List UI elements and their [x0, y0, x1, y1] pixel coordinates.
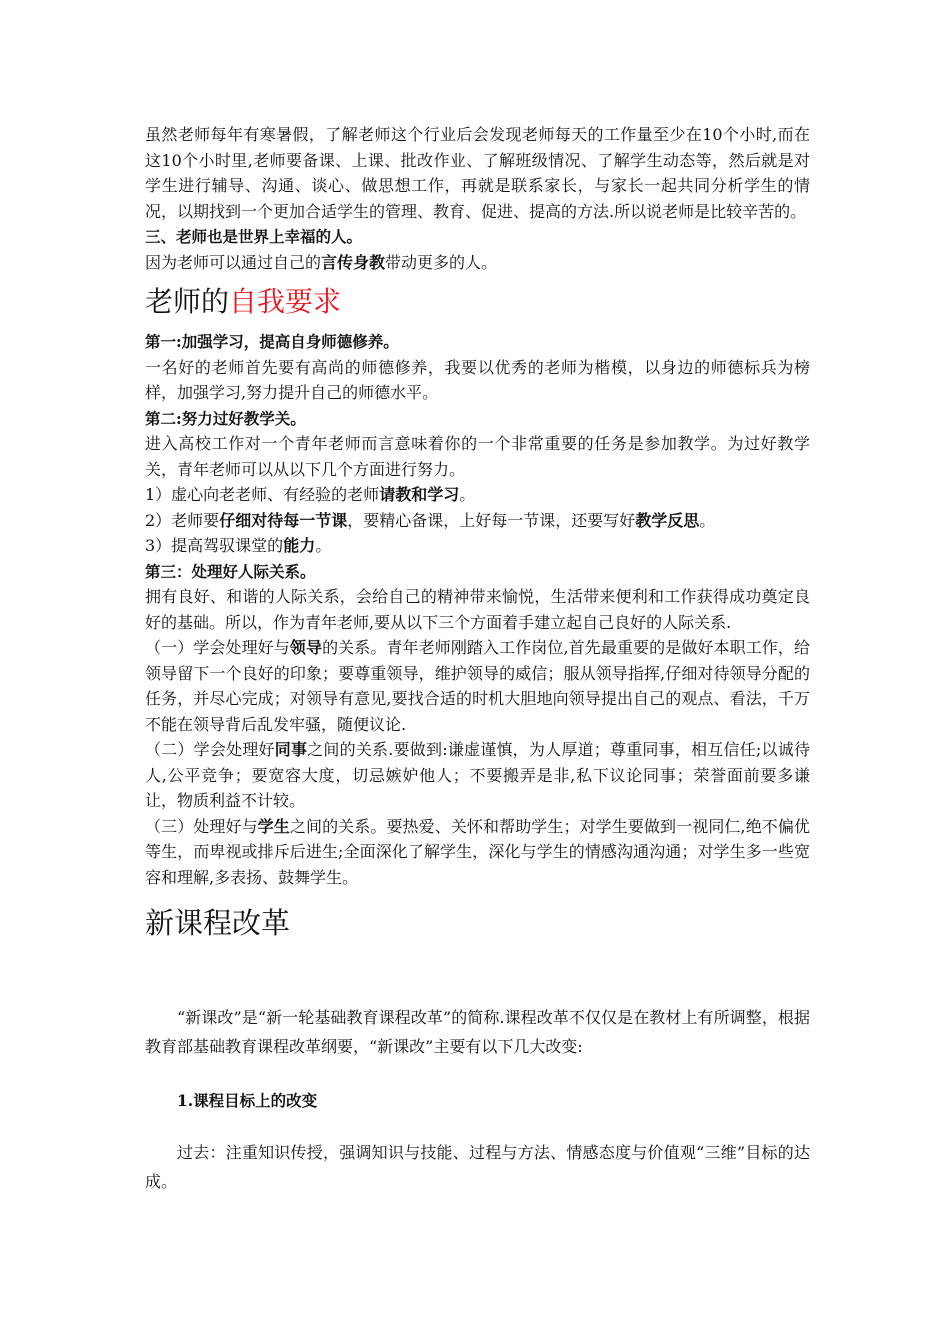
requirement-third-text: 拥有良好、和谐的人际关系，会给自己的精神带来愉悦，生活带来便利和工作获得成功奠定良好的基础。所以，作为青年老师,要从以下三个方面着手建立起自己良好的人际关系. [145, 587, 810, 632]
curriculum-reform-heading: 新课程改革 [145, 906, 291, 940]
reform-intro-paragraph: “新课改”是“新一轮基础教育课程改革”的简称.课程改革不仅仅是在教材上有所调整，根据教育部基础教育课程改革纲要，“新课改”主要有以下几大改变: [145, 1008, 810, 1056]
relation-colleague-paragraph: （二）学会处理好同事之间的关系.要做到:谦虚谨慎，为人厚道；尊重同事，相互信任;以诚待人,公平竞争；要宽容大度，切忌嫉妒他人；不要搬弄是非,私下议论同事；荣誉面前要多谦让，物质利益不计较。 [145, 740, 810, 810]
reason-paragraph: 因为老师可以通过自己的言传身教带动更多的人。 [145, 252, 498, 272]
self-requirements-heading: 老师的自我要求 [145, 285, 342, 318]
point-three-heading: 三、老师也是世界上幸福的人。 [145, 227, 363, 246]
requirement-first-title: 第一:加强学习，提高自身师德修养。 [145, 332, 399, 351]
reform-past-paragraph: 过去：注重知识传授，强调知识与技能、过程与方法、情感态度与价值观“三维”目标的达成。 [145, 1142, 810, 1191]
relation-leader-paragraph: （一）学会处理好与领导的关系。青年老师刚踏入工作岗位,首先最重要的是做好本职工作，给领导留下一个良好的印象；要尊重领导，维护领导的威信；服从领导指挥,仔细对待领导分配的任务，并尽心完成；对领导有意见,要找合适的时机大胆地向领导提出自己的观点、看法，千万不能在领导背后乱发牢骚，随便议论. [145, 638, 810, 734]
teaching-item-1: 1）虚心向老老师、有经验的老师请教和学习。 [145, 485, 476, 504]
requirement-third-title: 第三：处理好人际关系。 [145, 561, 316, 581]
teaching-item-2: 2）老师要仔细对待每一节课，要精心备课，上好每一节课，还要写好教学反思。 [145, 510, 716, 530]
requirement-first-text: 一名好的老师首先要有高尚的师德修养，我要以优秀的老师为楷模，以身边的师德标兵为榜样，加强学习,努力提升自己的师德水平。 [145, 357, 810, 402]
document-body [145, 122, 810, 1196]
workload-paragraph: 虽然老师每年有寒暑假，了解老师这个行业后会发现老师每天的工作量至少在10个小时,而在这10个小时里,老师要备课、上课、批改作业、了解班级情况、了解学生动态等，然后就是对学生进行辅导、沟通、谈心、做思想工作，再就是联系家长，与家长一起共同分析学生的情况，以期找到一个更加合适学生的管理、教育、促进、提高的方法.所以说老师是比较辛苦的。 [145, 125, 810, 221]
teaching-item-3: 3）提高驾驭课堂的能力。 [145, 536, 332, 555]
requirement-second-title: 第二:努力过好教学关。 [145, 408, 306, 428]
relation-student-paragraph: （三）处理好与学生之间的关系。要热爱、关怀和帮助学生；对学生要做到一视同仁,绝不偏优等生，而卑视或排斥后进生;全面深化了解学生，深化与学生的情感沟通沟通；对学生多一些宽容和理解,多表扬、鼓舞学生。 [145, 816, 810, 887]
requirement-second-text: 进入高校工作对一个青年老师而言意味着你的一个非常重要的任务是参加教学。为过好教学关，青年老师可以从以下几个方面进行努力。 [145, 434, 810, 479]
reform-section-1-title: 1.课程目标上的改变 [177, 1091, 318, 1110]
